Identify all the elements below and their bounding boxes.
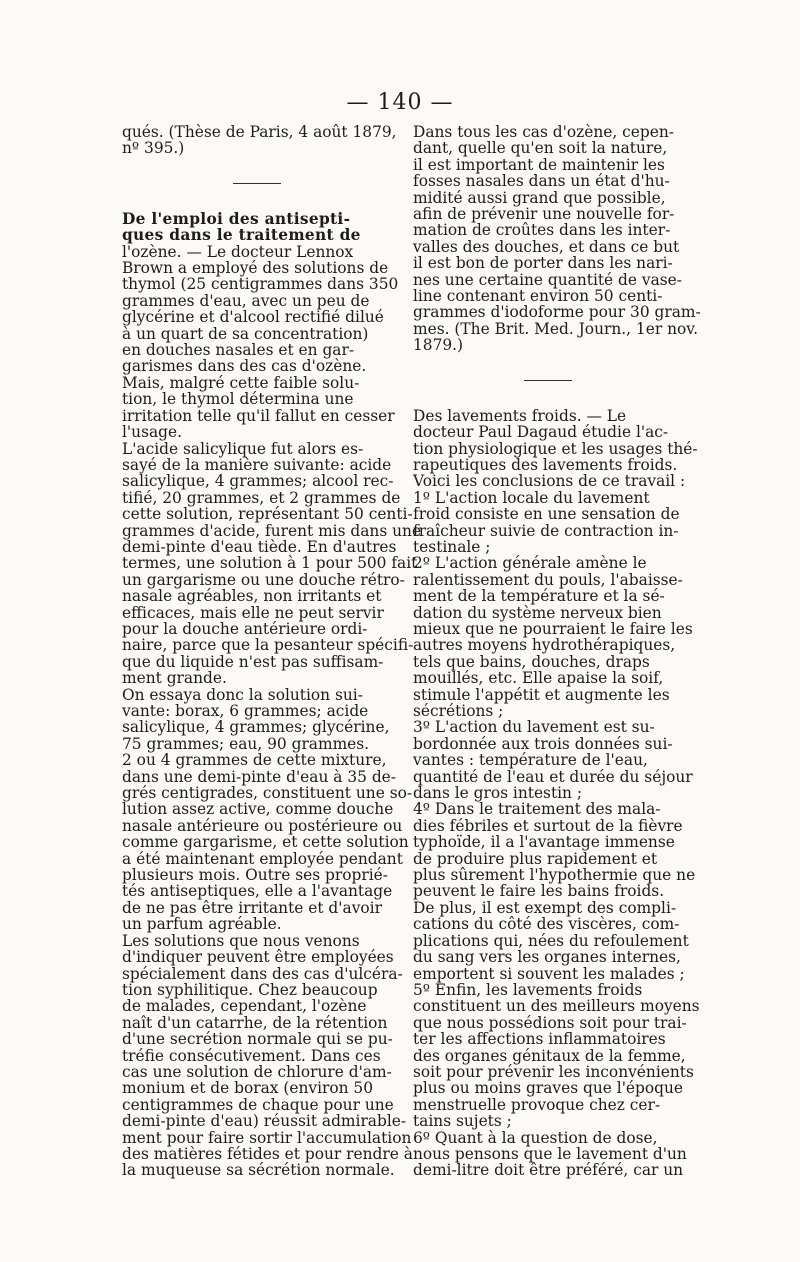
- text-line: qués. (Thèse de Paris, 4 août 1879,: [122, 123, 397, 141]
- text-line: thymol (25 centigrammes dans 350: [122, 275, 399, 294]
- text-line: line contenant environ 50 centi-: [413, 287, 663, 306]
- text-line: tion syphilitique. Chez beaucoup: [122, 980, 378, 999]
- text-line: lution assez active, comme douche: [122, 800, 394, 819]
- text-line: comme gargarisme, et cette solution: [122, 833, 409, 852]
- text-line: On essaya donc la solution sui-: [122, 685, 363, 704]
- text-line: 4º Dans le traitement des mala-: [413, 800, 661, 819]
- text-line: mes. (The Brit. Med. Journ., 1er nov.: [413, 319, 699, 338]
- text-line: 1879.): [413, 336, 464, 355]
- text-line: plus sûrement l'hypothermie que ne: [413, 866, 696, 885]
- text-line: Voici les conclusions de ce travail :: [413, 472, 686, 491]
- text-line: mouillés, etc. Elle apaise la soif,: [413, 669, 664, 688]
- text-line: 75 grammes; eau, 90 grammes.: [122, 734, 370, 753]
- text-line: Les solutions que nous venons: [122, 931, 360, 950]
- separator-rule-right: [524, 380, 572, 381]
- text-line: typhoïde, il a l'avantage immense: [413, 833, 675, 852]
- text-line: naire, parce que la pesanteur spécifi-: [122, 636, 414, 655]
- text-line: d'une secrétion normale qui se pu-: [122, 1030, 393, 1049]
- text-line: tains sujets ;: [413, 1112, 512, 1131]
- text-line: spécialement dans des cas d'ulcéra-: [122, 964, 403, 983]
- text-line: stimule l'appétit et augmente les: [413, 685, 670, 704]
- text-line: salicylique, 4 grammes; alcool rec-: [122, 472, 394, 491]
- text-line: docteur Paul Dagaud étudie l'ac-: [413, 423, 669, 442]
- text-line: grammes d'eau, avec un peu de: [122, 291, 370, 310]
- text-line: pour la douche antérieure ordi-: [122, 619, 368, 638]
- text-line: De plus, il est exempt des compli-: [413, 898, 677, 917]
- text-line: menstruelle provoque chez cer-: [413, 1095, 661, 1114]
- text-line: 2 ou 4 grammes de cette mixture,: [122, 751, 387, 770]
- right-column: [413, 123, 701, 1180]
- text-line: demi-pinte d'eau) réussit admirable-: [122, 1112, 407, 1131]
- text-line: monium et de borax (environ 50: [122, 1079, 374, 1098]
- text-line: nous pensons que le lavement d'un: [413, 1144, 687, 1163]
- text-line: ment pour faire sortir l'accumulation: [122, 1128, 412, 1147]
- text-line: Des lavements froids. — Le: [413, 406, 627, 425]
- text-line: fosses nasales dans un état d'hu-: [413, 172, 670, 191]
- text-line: nº 395.): [122, 139, 185, 158]
- text-line: à un quart de sa concentration): [122, 324, 369, 343]
- text-line: froid consiste en une sensation de: [413, 505, 680, 524]
- article-emploi-antiseptiques: [122, 209, 422, 1180]
- text-line: du sang vers les organes internes,: [413, 948, 681, 967]
- left-column: [122, 123, 422, 1180]
- text-line: dans le gros intestin ;: [413, 784, 583, 803]
- citation: [122, 123, 397, 158]
- text-line: que nous possédions soit pour trai-: [413, 1013, 687, 1032]
- text-line: glycérine et d'alcool rectifié dilué: [122, 308, 384, 327]
- ozene-continuation: [413, 123, 701, 355]
- text-line: rapeutiques des lavements froids.: [413, 455, 678, 474]
- text-line: L'acide salicylique fut alors es-: [122, 439, 364, 458]
- text-line: soit pour prévenir les inconvénients: [413, 1062, 694, 1081]
- text-line: plus ou moins graves que l'époque: [413, 1079, 684, 1098]
- text-line: ment grande.: [122, 669, 227, 688]
- text-line: vante: borax, 6 grammes; acide: [122, 702, 369, 720]
- text-line: De l'emploi des antisepti-: [122, 209, 351, 228]
- separator-rule: [233, 183, 281, 184]
- text-line: tels que bains, douches, draps: [413, 652, 650, 671]
- text-line: tréfie consécutivement. Dans ces: [122, 1046, 381, 1065]
- text-line: mation de croûtes dans les inter-: [413, 221, 671, 240]
- text-line: plusieurs mois. Outre ses proprié-: [122, 866, 388, 885]
- text-line: constituent un des meilleurs moyens: [413, 997, 700, 1016]
- text-line: 1º L'action locale du lavement: [413, 488, 650, 507]
- text-line: cas une solution de chlorure d'am-: [122, 1062, 392, 1081]
- text-line: dation du système nerveux bien: [413, 603, 662, 622]
- text-line: cette solution, représentant 50 centi-: [122, 505, 413, 524]
- text-line: mieux que ne pourraient le faire les: [413, 619, 693, 638]
- text-line: autres moyens hydrothérapiques,: [413, 636, 676, 655]
- text-line: nasale agréables, non irritants et: [122, 587, 382, 606]
- article-lavements-froids: [413, 406, 700, 1180]
- text-line: 3º L'action du lavement est su-: [413, 718, 655, 737]
- text-line: emportent si souvent les malades ;: [413, 964, 685, 983]
- text-line: dant, quelle qu'en soit la nature,: [413, 139, 668, 158]
- text-line: nasale antérieure ou postérieure ou: [122, 816, 403, 835]
- text-line: plications qui, nées du refoulement: [413, 931, 689, 950]
- text-line: nes une certaine quantité de vase-: [413, 270, 682, 289]
- text-line: un parfum agréable.: [122, 915, 282, 934]
- text-line: vantes : température de l'eau,: [413, 751, 648, 770]
- text-line: dies fébriles et surtout de la fièvre: [413, 816, 683, 835]
- text-line: ter les affections inflammatoires: [413, 1030, 666, 1049]
- text-line: dans une demi-pinte d'eau à 35 de-: [122, 767, 396, 786]
- text-line: garismes dans des cas d'ozène.: [122, 357, 367, 376]
- text-line: midité aussi grand que possible,: [413, 188, 666, 207]
- text-line: cations du côté des viscères, com-: [413, 915, 680, 934]
- text-line: un gargarisme ou une douche rétro-: [122, 570, 405, 589]
- text-line: afin de prévenir une nouvelle for-: [413, 205, 675, 224]
- text-line: testinale ;: [413, 537, 491, 556]
- text-line: il est important de maintenir les: [413, 155, 665, 174]
- text-line: efficaces, mais elle ne peut servir: [122, 603, 384, 622]
- text-line: irritation telle qu'il fallut en cesser: [122, 406, 395, 425]
- text-line: Brown a employé des solutions de: [122, 259, 389, 278]
- text-line: valles des douches, et dans ce but: [413, 237, 680, 256]
- text-line: ment de la température et la sé-: [413, 587, 665, 606]
- text-line: ques dans le traitement de: [122, 226, 361, 245]
- text-line: que du liquide n'est pas suffisam-: [122, 652, 384, 671]
- text-line: d'indiquer peuvent être employées: [122, 948, 394, 967]
- text-line: naît d'un catarrhe, de la rétention: [122, 1013, 388, 1032]
- text-line: de malades, cependant, l'ozène: [122, 997, 367, 1016]
- text-line: demi-litre doit être préféré, car un: [413, 1161, 684, 1180]
- text-line: grammes d'iodoforme pour 30 gram-: [413, 303, 701, 322]
- text-line: tifié, 20 grammes, et 2 grammes de: [122, 488, 401, 507]
- text-line: sécrétions ;: [413, 702, 504, 720]
- text-line: il est bon de porter dans les nari-: [413, 254, 673, 273]
- text-line: demi-pinte d'eau tiède. En d'autres: [122, 537, 397, 556]
- page-number: — 140 —: [346, 90, 454, 115]
- text-line: quantité de l'eau et durée du séjour: [413, 767, 693, 786]
- text-line: l'ozène. — Le docteur Lennox: [122, 242, 354, 261]
- text-line: de ne pas être irritante et d'avoir: [122, 898, 382, 917]
- text-line: des organes génitaux de la femme,: [413, 1046, 686, 1065]
- text-line: centigrammes de chaque pour une: [122, 1095, 394, 1114]
- text-line: peuvent le faire les bains froids.: [413, 882, 665, 901]
- text-line: Dans tous les cas d'ozène, cepen-: [413, 123, 674, 141]
- text-line: Mais, malgré cette faible solu-: [122, 373, 360, 392]
- text-line: tion, le thymol détermina une: [122, 390, 354, 409]
- text-line: de produire plus rapidement et: [413, 849, 658, 868]
- text-line: salicylique, 4 grammes; glycérine,: [122, 718, 390, 737]
- text-line: sayé de la manière suivante: acide: [122, 455, 392, 474]
- text-line: a été maintenant employée pendant: [122, 849, 403, 868]
- text-line: termes, une solution à 1 pour 500 fait: [122, 554, 418, 573]
- text-line: l'usage.: [122, 423, 182, 442]
- text-line: tion physiologique et les usages thé-: [413, 439, 698, 458]
- text-line: bordonnée aux trois données sui-: [413, 734, 673, 753]
- text-line: 6º Quant à la question de dose,: [413, 1128, 658, 1147]
- text-line: fraîcheur suivie de contraction in-: [413, 521, 679, 540]
- text-line: grammes d'acide, furent mis dans une: [122, 521, 422, 540]
- text-line: ralentissement du pouls, l'abaisse-: [413, 570, 683, 589]
- text-line: en douches nasales et en gar-: [122, 341, 355, 360]
- text-line: 5º Enfin, les lavements froids: [413, 980, 643, 999]
- text-line: des matières fétides et pour rendre à: [122, 1144, 413, 1163]
- text-line: la muqueuse sa sécrétion normale.: [122, 1161, 395, 1180]
- text-line: tés antiseptiques, elle a l'avantage: [122, 882, 393, 901]
- text-line: grés centigrades, constituent une so-: [122, 784, 413, 803]
- text-line: 2º L'action générale amène le: [413, 554, 647, 573]
